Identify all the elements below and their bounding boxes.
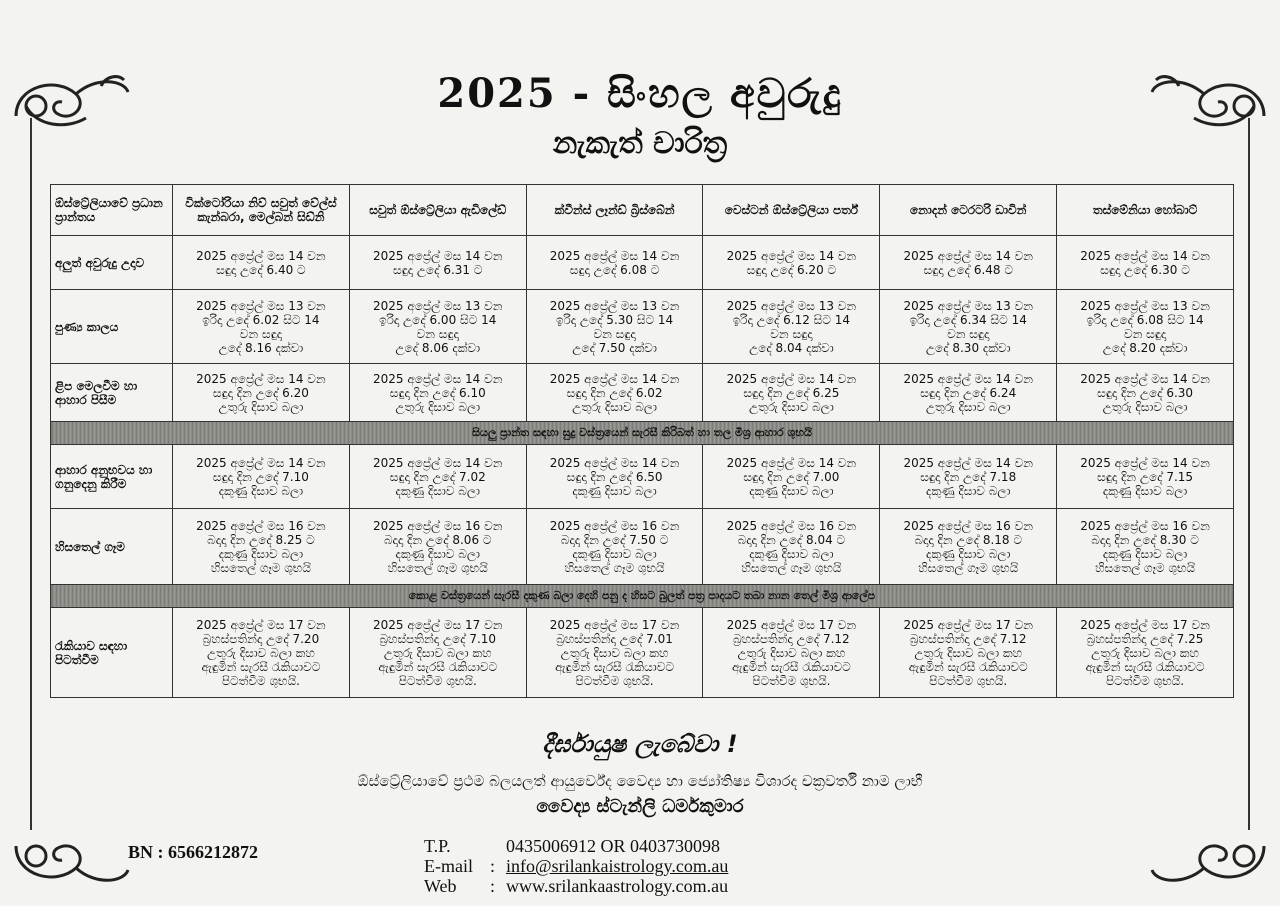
separator: : bbox=[490, 876, 496, 896]
table-header-row bbox=[51, 185, 1234, 236]
column-header: නොදන් ටෙරටරි ඩාවින් bbox=[880, 185, 1057, 236]
table-cell bbox=[526, 509, 703, 585]
table-cell bbox=[703, 509, 880, 585]
business-number: BN : 6566212872 bbox=[128, 842, 258, 862]
cell-text: 2025 අප්‍රේල් මස 16 වන බදාදා දින උදේ 8.04 ට දකුණු දිසාව බලා හිසතෙල් ගෑම ශුභයි bbox=[726, 518, 857, 575]
table-cell bbox=[703, 290, 880, 364]
cell-text: 2025 අප්‍රේල් මස 13 වන ඉරිදා උදේ 6.00 සිට 14 වන සඳුදා උදේ 8.06 දක්වා bbox=[372, 298, 503, 355]
table-cell bbox=[880, 364, 1057, 422]
table-note-row bbox=[51, 585, 1234, 608]
corner-ornament-icon bbox=[1144, 826, 1274, 906]
row-label: හිසතෙල් ගෑම bbox=[51, 509, 173, 585]
cell-text: 2025 අප්‍රේල් මස 17 වන බ්‍රහස්පතින්දා උදේ 7.01 උතුරු දිසාව බලා කහ ඇඳුමින් සැරසී රැකියාවට පිටත්වීම ශුභයි. bbox=[549, 617, 680, 688]
table-cell bbox=[703, 364, 880, 422]
cell-text: 2025 අප්‍රේල් මස 16 වන බදාදා දින උදේ 8.06 ට දකුණු දිසාව බලා හිසතෙල් ගෑම ශුභයි bbox=[372, 518, 503, 575]
email-link[interactable]: info@srilankaistrology.com.au bbox=[506, 856, 729, 876]
table-row bbox=[51, 236, 1234, 290]
web-label: Web bbox=[424, 876, 457, 896]
table-note-row bbox=[51, 422, 1234, 445]
cell-text: 2025 අප්‍රේල් මස 14 වන සඳුදා උදේ 6.08 ට bbox=[549, 248, 680, 277]
cell-text: 2025 අප්‍රේල් මස 14 වන සඳුදා දින උදේ 6.30 උතුරු දිසාව බලා bbox=[1080, 371, 1210, 414]
table-cell bbox=[526, 364, 703, 422]
frame-border-left bbox=[30, 118, 32, 830]
table-cell bbox=[173, 236, 350, 290]
phone-label: T.P. bbox=[424, 836, 451, 856]
email-label: E-mail bbox=[424, 856, 473, 876]
nakath-table bbox=[50, 184, 1234, 698]
cell-text: 2025 අප්‍රේල් මස 13 වන ඉරිදා උදේ 6.12 සිට 14 වන සඳුදා උදේ 8.04 දක්වා bbox=[726, 298, 857, 355]
cell-text: 2025 අප්‍රේල් මස 13 වන ඉරිදා උදේ 6.08 සිට 14 වන සඳුදා උදේ 8.20 දක්වා bbox=[1080, 298, 1210, 355]
column-header: වික්ටෝරියා නිව් සවුත් වේල්ස් කැන්බරා, මෙල්බන් සිඩ්නි bbox=[173, 185, 350, 236]
table-cell bbox=[349, 445, 526, 509]
table-cell bbox=[880, 608, 1057, 698]
cell-text: 2025 අප්‍රේල් මස 14 වන සඳුදා දින උදේ 6.02 උතුරු දිසාව බලා bbox=[549, 371, 680, 414]
cell-text: 2025 අප්‍රේල් මස 14 වන සඳුදා දින උදේ 6.24 උතුරු දිසාව බලා bbox=[903, 371, 1033, 414]
cell-text: 2025 අප්‍රේල් මස 14 වන සඳුදා උදේ 6.31 ට bbox=[372, 248, 503, 277]
author-title: ඕස්ට්‍රේලියාවේ ප්‍රථම බලයලත් ආයුර්වේද වෛද්‍ය හා ජ්‍යෝතිෂ්‍ය විශාරද චක්‍රවර්තී නාම ලාභී bbox=[357, 772, 923, 790]
table-cell bbox=[703, 445, 880, 509]
page-subtitle: නැකැත් චාරිත්‍ර bbox=[552, 126, 728, 161]
separator: : bbox=[490, 856, 496, 876]
table-cell bbox=[880, 290, 1057, 364]
contact-phone-row bbox=[424, 836, 728, 856]
cell-text: 2025 අප්‍රේල් මස 16 වන බදාදා දින උදේ 8.25 ට දකුණු දිසාව බලා හිසතෙල් ගෑම ශුභයි bbox=[196, 518, 326, 575]
cell-text: 2025 අප්‍රේල් මස 14 වන සඳුදා දින උදේ 6.25 උතුරු දිසාව බලා bbox=[726, 371, 857, 414]
cell-text: 2025 අප්‍රේල් මස 14 වන සඳුදා උදේ 6.20 ට bbox=[726, 248, 857, 277]
column-header: සවුත් ඕස්ට්‍රේලියා ඇඩිලේඩ් bbox=[349, 185, 526, 236]
cell-text: 2025 අප්‍රේල් මස 13 වන ඉරිදා උදේ 6.02 සිට 14 වන සඳුදා උදේ 8.16 දක්වා bbox=[196, 298, 326, 355]
table-cell bbox=[349, 364, 526, 422]
cell-text: 2025 අප්‍රේල් මස 17 වන බ්‍රහස්පතින්දා උදේ 7.25 උතුරු දිසාව බලා කහ ඇඳුමින් සැරසී රැකියාවට පිටත්වීම ශුභයි. bbox=[1080, 617, 1210, 688]
table-cell bbox=[526, 608, 703, 698]
column-header: ක්වීන්ස් ලෑන්ඩ් බ්‍රිස්බේන් bbox=[526, 185, 703, 236]
table-row bbox=[51, 608, 1234, 698]
cell-text: 2025 අප්‍රේල් මස 14 වන සඳුදා දින උදේ 6.10 උතුරු දිසාව බලා bbox=[372, 371, 503, 414]
note-text: සියලු ප්‍රාන්ත සඳහා සුදු වස්ත්‍රයෙන් සැරසී කිරිබත් හා තල මිශ්‍ර ආහාර ශුභයි bbox=[51, 422, 1234, 445]
corner-ornament-icon bbox=[6, 826, 136, 906]
phone-numbers: 0435006912 OR 0403730098 bbox=[506, 836, 721, 856]
blessing-text: දීර්ඝායුෂ ලැබේවා ! bbox=[542, 730, 738, 758]
cell-text: 2025 අප්‍රේල් මස 13 වන ඉරිදා උදේ 5.30 සිට 14 වන සඳුදා උදේ 7.50 දක්වා bbox=[549, 298, 680, 355]
column-header: තස්මේනියා හෝබාට් bbox=[1057, 185, 1234, 236]
author-name: වෛද්‍ය ස්ටැන්ලි ධර්මකුමාර bbox=[536, 796, 744, 817]
contact-email-row bbox=[424, 856, 728, 876]
cell-text: 2025 අප්‍රේල් මස 14 වන සඳුදා දින උදේ 7.10 දකුණු දිසාව බලා bbox=[196, 455, 326, 498]
contact-web-row bbox=[424, 876, 728, 896]
table-cell bbox=[349, 290, 526, 364]
row-label: අලුත් අවුරුදු උදාව bbox=[51, 236, 173, 290]
column-header-state: ඕස්ට්‍රේලියාවේ ප්‍රධාන ප්‍රාන්තය bbox=[51, 185, 173, 236]
table-cell bbox=[349, 236, 526, 290]
table-cell bbox=[880, 445, 1057, 509]
table-cell bbox=[703, 236, 880, 290]
cell-text: 2025 අප්‍රේල් මස 16 වන බදාදා දින උදේ 7.50 ට දකුණු දිසාව බලා හිසතෙල් ගෑම ශුභයි bbox=[549, 518, 680, 575]
table-cell bbox=[703, 608, 880, 698]
cell-text: 2025 අප්‍රේල් මස 14 වන සඳුදා උදේ 6.40 ට bbox=[196, 248, 326, 277]
table-cell bbox=[1057, 608, 1234, 698]
cell-text: 2025 අප්‍රේල් මස 16 වන බදාදා දින උදේ 8.18 ට දකුණු දිසාව බලා හිසතෙල් ගෑම ශුභයි bbox=[903, 518, 1033, 575]
column-header: වෙස්ටන් ඕස්ට්‍රේලියා පර්ත් bbox=[703, 185, 880, 236]
row-label: රැකියාව සඳහා පිටත්වීම bbox=[51, 608, 173, 698]
cell-text: 2025 අප්‍රේල් මස 13 වන ඉරිදා උදේ 6.34 සිට 14 වන සඳුදා උදේ 8.30 දක්වා bbox=[903, 298, 1033, 355]
table-cell bbox=[1057, 364, 1234, 422]
cell-text: 2025 අප්‍රේල් මස 17 වන බ්‍රහස්පතින්දා උදේ 7.10 උතුරු දිසාව බලා කහ ඇඳුමින් සැරසී රැකියාවට පිටත්වීම ශුභයි. bbox=[372, 617, 503, 688]
page-title: 2025 - සිංහල අවුරුදු bbox=[437, 70, 843, 117]
note-text: කොළ වස්ත්‍රයෙන් සැරසී දකුණ බලා දෙහි පනු ද හිසට බුලත් පත්‍ර පාදයට තබා නාන තෙල් මිශ්‍ර ආලේප bbox=[51, 585, 1234, 608]
cell-text: 2025 අප්‍රේල් මස 14 වන සඳුදා දින උදේ 7.18 දකුණු දිසාව බලා bbox=[903, 455, 1033, 498]
table-cell bbox=[173, 290, 350, 364]
table-cell bbox=[1057, 290, 1234, 364]
table-row bbox=[51, 445, 1234, 509]
cell-text: 2025 අප්‍රේල් මස 14 වන සඳුදා දින උදේ 6.20 උතුරු දිසාව බලා bbox=[196, 371, 326, 414]
table-cell bbox=[173, 445, 350, 509]
cell-text: 2025 අප්‍රේල් මස 14 වන සඳුදා දින උදේ 7.15 දකුණු දිසාව බලා bbox=[1080, 455, 1210, 498]
row-label: ආහාර අනුභවය හා ගනුදෙනු කිරීම bbox=[51, 445, 173, 509]
cell-text: 2025 අප්‍රේල් මස 14 වන සඳුදා උදේ 6.48 ට bbox=[903, 248, 1033, 277]
table-row bbox=[51, 290, 1234, 364]
web-link[interactable]: www.srilankaastrology.com.au bbox=[506, 876, 729, 896]
table-cell bbox=[173, 364, 350, 422]
table-cell bbox=[1057, 509, 1234, 585]
cell-text: 2025 අප්‍රේල් මස 16 වන බදාදා දින උදේ 8.30 ට දකුණු දිසාව බලා හිසතෙල් ගෑම ශුභයි bbox=[1080, 518, 1210, 575]
table-cell bbox=[349, 509, 526, 585]
row-label: පුණ්‍ය කාලය bbox=[51, 290, 173, 364]
table-cell bbox=[526, 290, 703, 364]
table-cell bbox=[1057, 236, 1234, 290]
cell-text: 2025 අප්‍රේල් මස 17 වන බ්‍රහස්පතින්දා උදේ 7.20 උතුරු දිසාව බලා කහ ඇඳුමින් සැරසී රැකියාවට පිටත්වීම ශුභයි. bbox=[196, 617, 326, 688]
table-cell bbox=[173, 608, 350, 698]
table-cell bbox=[526, 445, 703, 509]
row-label: ළිප මෙලවීම හා ආහාර පිසීම bbox=[51, 364, 173, 422]
cell-text: 2025 අප්‍රේල් මස 14 වන සඳුදා දින උදේ 7.00 දකුණු දිසාව බලා bbox=[726, 455, 857, 498]
cell-text: 2025 අප්‍රේල් මස 14 වන සඳුදා දින උදේ 7.02 දකුණු දිසාව බලා bbox=[372, 455, 503, 498]
frame-border-right bbox=[1248, 118, 1250, 830]
contact-block bbox=[424, 836, 728, 896]
table-cell bbox=[1057, 445, 1234, 509]
cell-text: 2025 අප්‍රේල් මස 14 වන සඳුදා උදේ 6.30 ට bbox=[1080, 248, 1210, 277]
cell-text: 2025 අප්‍රේල් මස 17 වන බ්‍රහස්පතින්දා උදේ 7.12 උතුරු දිසාව බලා කහ ඇඳුමින් සැරසී රැකියාවට පිටත්වීම ශුභයි. bbox=[903, 617, 1033, 688]
table-row bbox=[51, 364, 1234, 422]
table-cell bbox=[526, 236, 703, 290]
table-cell bbox=[173, 509, 350, 585]
table-cell bbox=[880, 236, 1057, 290]
cell-text: 2025 අප්‍රේල් මස 14 වන සඳුදා දින උදේ 6.50 දකුණු දිසාව බලා bbox=[549, 455, 680, 498]
table-row bbox=[51, 509, 1234, 585]
table-cell bbox=[880, 509, 1057, 585]
cell-text: 2025 අප්‍රේල් මස 17 වන බ්‍රහස්පතින්දා උදේ 7.12 උතුරු දිසාව බලා කහ ඇඳුමින් සැරසී රැකියාවට පිටත්වීම ශුභයි. bbox=[726, 617, 857, 688]
separator bbox=[490, 836, 506, 856]
table-cell bbox=[349, 608, 526, 698]
